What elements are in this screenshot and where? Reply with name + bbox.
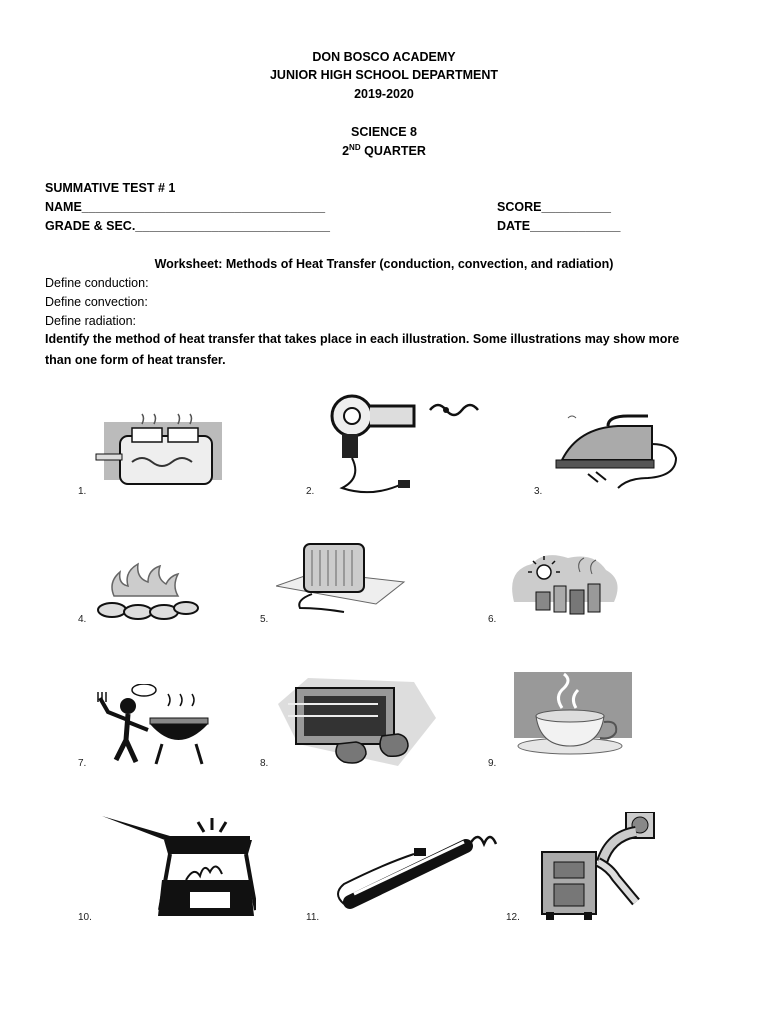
quarter <box>0 143 768 158</box>
item-number-4: 4. <box>78 614 87 625</box>
date-field: DATE_____________ <box>497 219 621 233</box>
define-conduction: Define conduction: <box>45 276 149 290</box>
iron-illustration <box>548 414 682 494</box>
hair-dryer-illustration <box>318 394 488 498</box>
define-radiation: Define radiation: <box>45 314 137 328</box>
item-number-11: 11. <box>306 912 320 923</box>
grade-field: GRADE & SEC.____________________________ <box>45 219 330 233</box>
name-field: NAME___________________________________ <box>45 200 326 214</box>
item-number-5: 5. <box>260 614 269 625</box>
item-number-8: 8. <box>260 758 269 769</box>
hot-cup-illustration <box>514 672 634 760</box>
wood-stove-illustration <box>540 812 660 922</box>
item-number-3: 3. <box>534 486 543 497</box>
score-field: SCORE__________ <box>497 200 611 214</box>
item-number-2: 2. <box>306 486 315 497</box>
item-number-6: 6. <box>488 614 497 625</box>
barbecue-illustration <box>88 684 218 766</box>
test-title: SUMMATIVE TEST # 1 <box>45 181 176 195</box>
quarter-number: 2 <box>342 144 350 159</box>
space-heater-illustration <box>276 540 406 614</box>
item-number-9: 9. <box>488 758 497 769</box>
item-number-12: 12. <box>506 912 520 923</box>
sun-city-illustration <box>506 550 624 620</box>
item-number-7: 7. <box>78 758 87 769</box>
campfire-illustration <box>94 562 200 622</box>
quarter-word: QUARTER <box>364 144 426 159</box>
department: JUNIOR HIGH SCHOOL DEPARTMENT <box>269 68 499 82</box>
instruction-line-2: than one form of heat transfer. <box>45 353 226 367</box>
item-number-10: 10. <box>78 912 92 923</box>
item-number-1: 1. <box>78 486 87 497</box>
toaster-illustration <box>92 410 232 492</box>
school-year: 2019-2020 <box>354 87 414 101</box>
curling-iron-illustration <box>330 822 500 912</box>
subject: SCIENCE 8 <box>351 125 417 139</box>
worksheet-title: Worksheet: Methods of Heat Transfer (conduction, convection, and radiation) <box>154 257 614 271</box>
instruction-line-1: Identify the method of heat transfer that takes place in each illustration. Some illustrations may show more <box>45 332 680 346</box>
define-convection: Define convection: <box>45 295 148 309</box>
quarter-suffix: ND <box>349 143 361 152</box>
pot-burner-illustration <box>100 810 256 920</box>
school-name: DON BOSCO ACADEMY <box>312 50 456 64</box>
oven-mitts-illustration <box>278 674 436 768</box>
